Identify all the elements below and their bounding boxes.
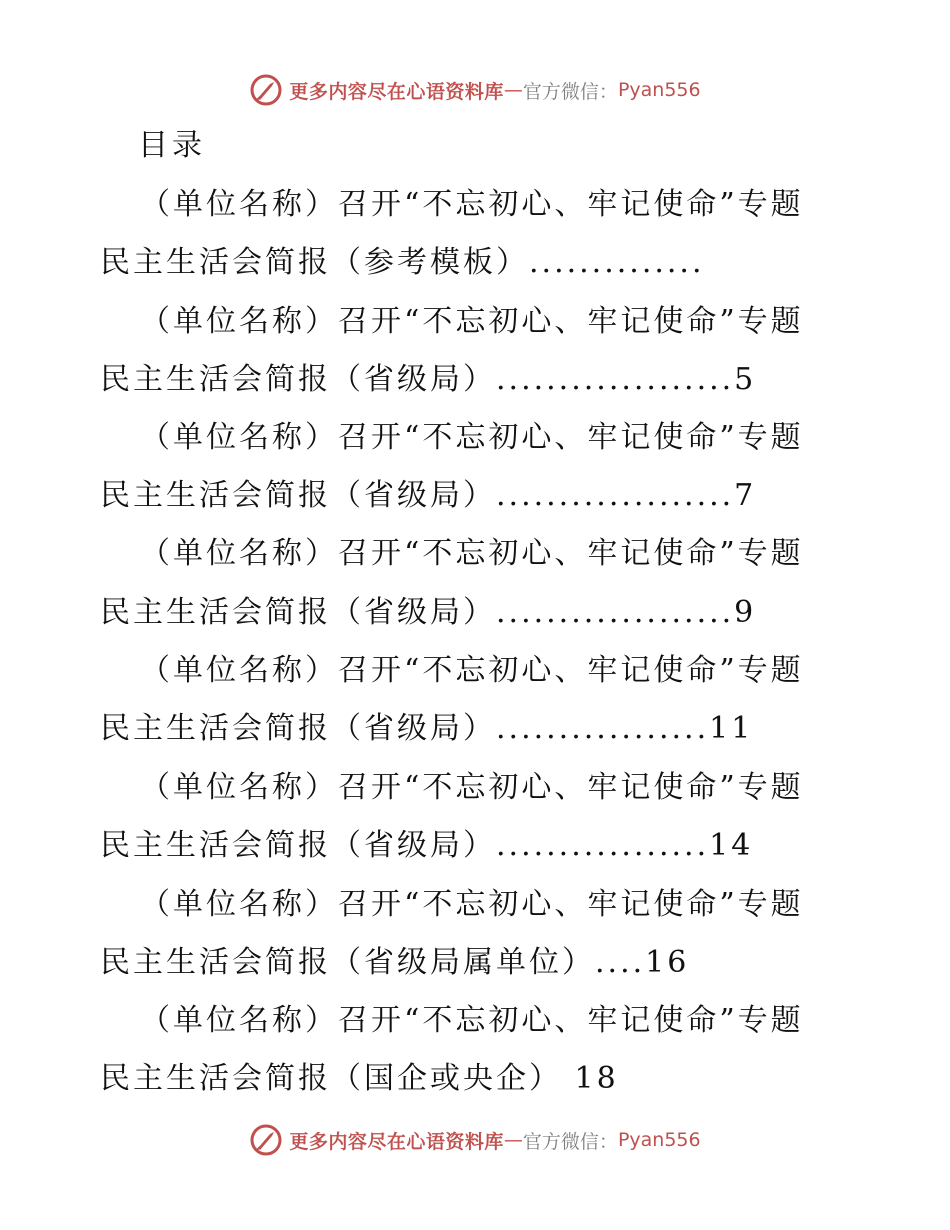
watermark-text: 更多内容尽在心语资料库 xyxy=(289,80,504,103)
toc-entry-8-line-1[interactable]: （单位名称）召开“不忘初心、牢记使命”专题 xyxy=(140,1003,804,1038)
wechat-label: 官方微信： xyxy=(522,1130,618,1153)
toc-entry-1-line-1[interactable]: （单位名称）召开“不忘初心、牢记使命”专题 xyxy=(140,187,804,222)
toc-title: 目录 xyxy=(138,128,206,163)
toc-entry-2-line-2[interactable]: 民主生活会简报（省级局）...................5 xyxy=(100,362,757,397)
header-watermark xyxy=(0,70,950,110)
wechat-id: Pyan556 xyxy=(617,1129,701,1151)
toc-entry-4-line-1[interactable]: （单位名称）召开“不忘初心、牢记使命”专题 xyxy=(140,536,804,571)
watermark-separator: — xyxy=(503,1129,523,1151)
wechat-label: 官方微信： xyxy=(522,80,618,103)
watermark-separator: — xyxy=(503,79,523,101)
toc-entry-5-line-2[interactable]: 民主生活会简报（省级局）.................11 xyxy=(100,711,754,746)
toc-entry-6-line-1[interactable]: （单位名称）召开“不忘初心、牢记使命”专题 xyxy=(140,770,804,805)
watermark-text: 更多内容尽在心语资料库 xyxy=(289,1130,504,1153)
quill-pen-icon xyxy=(249,1123,283,1157)
toc-entry-3-line-1[interactable]: （单位名称）召开“不忘初心、牢记使命”专题 xyxy=(140,420,804,455)
toc-entry-2-line-1[interactable]: （单位名称）召开“不忘初心、牢记使命”专题 xyxy=(140,304,804,339)
toc-entry-8-line-2[interactable]: 民主生活会简报（国企或央企） 18 xyxy=(100,1061,619,1096)
footer-watermark xyxy=(0,1120,950,1160)
toc-entry-6-line-2[interactable]: 民主生活会简报（省级局）.................14 xyxy=(100,828,754,863)
toc-entry-7-line-1[interactable]: （单位名称）召开“不忘初心、牢记使命”专题 xyxy=(140,887,804,922)
quill-pen-icon xyxy=(249,73,283,107)
toc-entry-1-line-2[interactable]: 民主生活会简报（参考模板）.............. xyxy=(100,245,705,280)
toc-entry-4-line-2[interactable]: 民主生活会简报（省级局）...................9 xyxy=(100,595,757,630)
wechat-id: Pyan556 xyxy=(617,79,701,101)
toc-entry-7-line-2[interactable]: 民主生活会简报（省级局属单位）....16 xyxy=(100,945,690,980)
toc-entry-5-line-1[interactable]: （单位名称）召开“不忘初心、牢记使命”专题 xyxy=(140,653,804,688)
toc-entry-3-line-2[interactable]: 民主生活会简报（省级局）...................7 xyxy=(100,478,757,513)
